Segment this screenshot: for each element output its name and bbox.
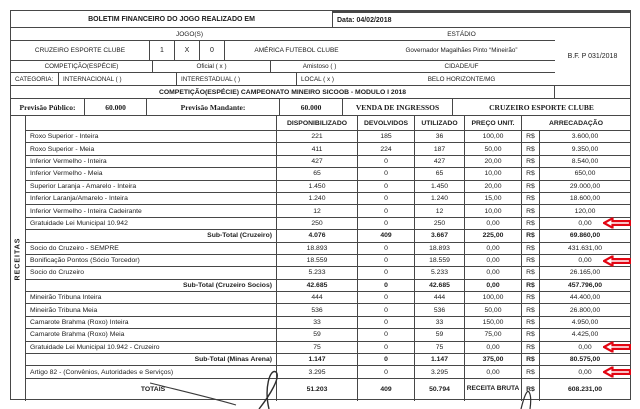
zero-value-arrow-icon bbox=[603, 255, 631, 266]
row-arrecadacao: 9.350,00 bbox=[540, 143, 630, 155]
row-preco-unit: 100,00 bbox=[465, 292, 522, 304]
row-preco-unit: 0,00 bbox=[465, 267, 522, 279]
row-disponibilizado: 1.240 bbox=[277, 193, 358, 205]
row-preco-unit: 0,00 bbox=[465, 218, 522, 230]
row-currency: R$ bbox=[522, 243, 540, 255]
previsao-publico-label: Previsão Público: bbox=[11, 99, 85, 116]
row-preco-unit: 20,00 bbox=[465, 156, 522, 168]
row-label: Socio do Cruzeiro bbox=[26, 267, 277, 279]
col-header-utilizado: UTILIZADO bbox=[415, 116, 465, 131]
row-arrecadacao: 0,00 bbox=[540, 342, 630, 354]
row-arrecadacao: 18.600,00 bbox=[540, 193, 630, 205]
row-currency: R$ bbox=[522, 218, 540, 230]
row-label: Roxo Superior - Meia bbox=[26, 143, 277, 155]
row-label: TOTAIS bbox=[26, 379, 277, 401]
table-row bbox=[26, 304, 630, 316]
row-preco-unit: 225,00 bbox=[465, 230, 522, 242]
row-utilizado: 1.147 bbox=[415, 354, 465, 366]
row-preco-unit: 0,00 bbox=[465, 280, 522, 292]
row-label: Superior Laranja - Amarelo - Inteira bbox=[26, 181, 277, 193]
row-currency: R$ bbox=[522, 267, 540, 279]
row-disponibilizado: 250 bbox=[277, 218, 358, 230]
table-row bbox=[26, 156, 630, 168]
row-preco-unit: 0,00 bbox=[465, 342, 522, 354]
row-preco-unit: 0,00 bbox=[465, 243, 522, 255]
table-row bbox=[26, 280, 630, 292]
title-row bbox=[11, 11, 630, 28]
document-title: BOLETIM FINANCEIRO DO JOGO REALIZADO EM bbox=[11, 11, 333, 28]
row-devolvidos: 185 bbox=[358, 131, 415, 143]
row-currency: R$ bbox=[522, 304, 540, 316]
row-disponibilizado: 3.295 bbox=[277, 366, 358, 378]
row-arrecadacao: 8.540,00 bbox=[540, 156, 630, 168]
row-preco-unit: 50,00 bbox=[465, 304, 522, 316]
table-row bbox=[26, 342, 630, 354]
row-devolvidos: 0 bbox=[358, 243, 415, 255]
row-label: Gratuidade Lei Municipal 10.942 - Cruzeiro bbox=[26, 342, 277, 354]
row-currency: R$ bbox=[522, 143, 540, 155]
club-header: CRUZEIRO ESPORTE CLUBE bbox=[453, 99, 630, 116]
row-devolvidos: 0 bbox=[358, 218, 415, 230]
row-disponibilizado: 1.450 bbox=[277, 181, 358, 193]
row-arrecadacao: 4.425,00 bbox=[540, 329, 630, 341]
row-label: Camarote Brahma (Roxo) Meia bbox=[26, 329, 277, 341]
row-devolvidos: 409 bbox=[358, 379, 415, 401]
zero-value-arrow-icon bbox=[603, 218, 631, 229]
row-currency: R$ bbox=[522, 366, 540, 378]
table-row bbox=[26, 317, 630, 329]
row-disponibilizado: 411 bbox=[277, 143, 358, 155]
row-utilizado: 59 bbox=[415, 329, 465, 341]
row-label: Inferior Vermelho - Inteira Cadeirante bbox=[26, 205, 277, 217]
row-arrecadacao: 457.796,00 bbox=[540, 280, 630, 292]
score-separator: X bbox=[175, 41, 200, 61]
previsao-mandante-label: Previsão Mandante: bbox=[147, 99, 280, 116]
col-header-devolvidos: DEVOLVIDOS bbox=[358, 116, 415, 131]
row-arrecadacao: 0,00 bbox=[540, 255, 630, 267]
row-label: Socio do Cruzeiro - SEMPRE bbox=[26, 243, 277, 255]
table-row bbox=[26, 255, 630, 267]
row-arrecadacao: 80.575,00 bbox=[540, 354, 630, 366]
row-preco-unit: 10,00 bbox=[465, 205, 522, 217]
row-disponibilizado: 5.233 bbox=[277, 267, 358, 279]
table-row bbox=[26, 354, 630, 366]
row-devolvidos: 0 bbox=[358, 255, 415, 267]
row-currency: R$ bbox=[522, 131, 540, 143]
row-utilizado: 1.240 bbox=[415, 193, 465, 205]
row-devolvidos: 409 bbox=[358, 230, 415, 242]
row-devolvidos: 0 bbox=[358, 193, 415, 205]
table-row bbox=[26, 143, 630, 155]
oficial-checkbox: Oficial ( x ) bbox=[153, 61, 271, 73]
row-label: Camarote Brahma (Roxo) Inteira bbox=[26, 317, 277, 329]
row-utilizado: 36 bbox=[415, 131, 465, 143]
row-utilizado: 3.295 bbox=[415, 366, 465, 378]
row-preco-unit: RECEITA BRUTA bbox=[465, 379, 522, 401]
row-currency: R$ bbox=[522, 156, 540, 168]
row-utilizado: 187 bbox=[415, 143, 465, 155]
row-utilizado: 250 bbox=[415, 218, 465, 230]
receitas-section-label: RECEITAS bbox=[11, 116, 26, 401]
row-currency: R$ bbox=[522, 168, 540, 180]
row-preco-unit: 0,00 bbox=[465, 255, 522, 267]
col-header-arrecadacao: ARRECADAÇÃO bbox=[522, 116, 630, 131]
row-preco-unit: 100,00 bbox=[465, 131, 522, 143]
row-utilizado: 50.794 bbox=[415, 379, 465, 401]
row-disponibilizado: 221 bbox=[277, 131, 358, 143]
row-devolvidos: 0 bbox=[358, 329, 415, 341]
row-currency: R$ bbox=[522, 292, 540, 304]
row-arrecadacao: 431.631,00 bbox=[540, 243, 630, 255]
ticket-sales-table bbox=[11, 116, 630, 401]
ticket-table-body bbox=[26, 131, 630, 401]
match-header-block bbox=[11, 28, 630, 86]
row-disponibilizado: 1.147 bbox=[277, 354, 358, 366]
row-preco-unit: 75,00 bbox=[465, 329, 522, 341]
row-currency: R$ bbox=[522, 255, 540, 267]
championship-name: COMPETIÇÃO(ESPÉCIE) CAMPEONATO MINEIRO SICOOB - MODULO I 2018 bbox=[11, 86, 555, 99]
row-preco-unit: 15,00 bbox=[465, 193, 522, 205]
row-disponibilizado: 18.893 bbox=[277, 243, 358, 255]
row-currency: R$ bbox=[522, 342, 540, 354]
row-arrecadacao: 26.800,00 bbox=[540, 304, 630, 316]
row-currency: R$ bbox=[522, 205, 540, 217]
interestadual-checkbox: INTERESTADUAL ( ) bbox=[177, 73, 297, 86]
row-disponibilizado: 59 bbox=[277, 329, 358, 341]
row-label: Mineirão Tribuna Meia bbox=[26, 304, 277, 316]
table-row bbox=[26, 193, 630, 205]
away-team-name: AMÉRICA FUTEBOL CLUBE bbox=[225, 41, 368, 61]
row-devolvidos: 0 bbox=[358, 205, 415, 217]
row-utilizado: 12 bbox=[415, 205, 465, 217]
row-disponibilizado: 4.076 bbox=[277, 230, 358, 242]
table-row bbox=[26, 205, 630, 217]
row-disponibilizado: 12 bbox=[277, 205, 358, 217]
row-disponibilizado: 18.559 bbox=[277, 255, 358, 267]
row-currency: R$ bbox=[522, 354, 540, 366]
row-arrecadacao: 120,00 bbox=[540, 205, 630, 217]
previsao-mandante-value: 60.000 bbox=[280, 99, 343, 116]
row-arrecadacao: 3.600,00 bbox=[540, 131, 630, 143]
zero-value-arrow-icon bbox=[603, 367, 631, 378]
row-devolvidos: 0 bbox=[358, 280, 415, 292]
row-utilizado: 5.233 bbox=[415, 267, 465, 279]
row-utilizado: 18.559 bbox=[415, 255, 465, 267]
row-label: Sub-Total (Cruzeiro Socios) bbox=[26, 280, 277, 292]
row-currency: R$ bbox=[522, 230, 540, 242]
row-label: Inferior Vermelho - Meia bbox=[26, 168, 277, 180]
row-preco-unit: 375,00 bbox=[465, 354, 522, 366]
table-row bbox=[26, 181, 630, 193]
table-row bbox=[26, 131, 630, 143]
row-label: Sub-Total (Minas Arena) bbox=[26, 354, 277, 366]
row-currency: R$ bbox=[522, 317, 540, 329]
championship-row bbox=[11, 86, 630, 99]
away-score: 0 bbox=[200, 41, 225, 61]
championship-empty-cell bbox=[555, 86, 630, 99]
row-disponibilizado: 75 bbox=[277, 342, 358, 354]
row-label: Artigo 82 - (Convênios, Autoridades e Serviços) bbox=[26, 366, 277, 378]
row-currency: R$ bbox=[522, 329, 540, 341]
row-arrecadacao: 0,00 bbox=[540, 366, 630, 378]
amistoso-checkbox: Amistoso ( ) bbox=[271, 61, 368, 73]
table-row bbox=[26, 366, 630, 378]
row-devolvidos: 0 bbox=[358, 304, 415, 316]
row-utilizado: 42.685 bbox=[415, 280, 465, 292]
row-label: Inferior Vermelho - Inteira bbox=[26, 156, 277, 168]
table-header-row bbox=[26, 116, 630, 131]
row-disponibilizado: 536 bbox=[277, 304, 358, 316]
row-utilizado: 18.893 bbox=[415, 243, 465, 255]
row-disponibilizado: 51.203 bbox=[277, 379, 358, 401]
row-devolvidos: 0 bbox=[358, 168, 415, 180]
stadium-name: Governador Magalhães Pinto “Mineirão” bbox=[368, 41, 555, 61]
competicao-label: COMPETIÇÃO(ESPÉCIE) bbox=[11, 61, 153, 73]
date-field: Data: 04/02/2018 bbox=[333, 11, 630, 28]
home-score: 1 bbox=[150, 41, 175, 61]
row-devolvidos: 0 bbox=[358, 317, 415, 329]
categoria-label: CATEGORIA: bbox=[11, 73, 59, 86]
row-currency: R$ bbox=[522, 181, 540, 193]
col-header-empty bbox=[26, 116, 277, 131]
row-preco-unit: 50,00 bbox=[465, 143, 522, 155]
row-preco-unit: 0,00 bbox=[465, 366, 522, 378]
internacional-checkbox: INTERNACIONAL ( ) bbox=[59, 73, 177, 86]
row-utilizado: 33 bbox=[415, 317, 465, 329]
row-disponibilizado: 444 bbox=[277, 292, 358, 304]
table-row bbox=[26, 218, 630, 230]
row-devolvidos: 0 bbox=[358, 292, 415, 304]
row-currency: R$ bbox=[522, 280, 540, 292]
row-devolvidos: 0 bbox=[358, 354, 415, 366]
previsao-publico-value: 60.000 bbox=[85, 99, 147, 116]
col-header-disponibilizado: DISPONIBILIZADO bbox=[277, 116, 358, 131]
row-arrecadacao: 44.400,00 bbox=[540, 292, 630, 304]
row-devolvidos: 0 bbox=[358, 181, 415, 193]
row-utilizado: 427 bbox=[415, 156, 465, 168]
row-utilizado: 75 bbox=[415, 342, 465, 354]
row-utilizado: 536 bbox=[415, 304, 465, 316]
row-disponibilizado: 33 bbox=[277, 317, 358, 329]
row-preco-unit: 20,00 bbox=[465, 181, 522, 193]
row-disponibilizado: 65 bbox=[277, 168, 358, 180]
venda-ingressos-header: VENDA DE INGRESSOS bbox=[343, 99, 453, 116]
table-row bbox=[26, 230, 630, 242]
row-currency: R$ bbox=[522, 379, 540, 401]
row-disponibilizado: 427 bbox=[277, 156, 358, 168]
row-label: Sub-Total (Cruzeiro) bbox=[26, 230, 277, 242]
table-row bbox=[26, 267, 630, 279]
table-row bbox=[26, 168, 630, 180]
row-disponibilizado: 42.685 bbox=[277, 280, 358, 292]
row-label: Gratuidade Lei Municipal 10.942 bbox=[26, 218, 277, 230]
row-arrecadacao: 0,00 bbox=[540, 218, 630, 230]
cidade-uf-value: BELO HORIZONTE/MG bbox=[368, 73, 555, 86]
row-arrecadacao: 4.950,00 bbox=[540, 317, 630, 329]
col-header-preco-unit: PREÇO UNIT. bbox=[465, 116, 522, 131]
jogos-header: JOGO(S) bbox=[11, 28, 368, 41]
cidade-uf-header: CIDADE/UF bbox=[368, 61, 555, 73]
row-devolvidos: 0 bbox=[358, 366, 415, 378]
row-utilizado: 65 bbox=[415, 168, 465, 180]
row-arrecadacao: 650,00 bbox=[540, 168, 630, 180]
home-team-name: CRUZEIRO ESPORTE CLUBE bbox=[11, 41, 150, 61]
row-label: Bonificação Pontos (Sócio Torcedor) bbox=[26, 255, 277, 267]
row-label: Mineirão Tribuna Inteira bbox=[26, 292, 277, 304]
row-arrecadacao: 69.860,00 bbox=[540, 230, 630, 242]
financial-bulletin-document bbox=[10, 10, 631, 400]
zero-value-arrow-icon bbox=[603, 342, 631, 353]
row-utilizado: 3.667 bbox=[415, 230, 465, 242]
previsao-row bbox=[11, 99, 630, 116]
row-utilizado: 1.450 bbox=[415, 181, 465, 193]
row-arrecadacao: 608.231,00 bbox=[567, 386, 603, 394]
row-label: Inferior Laranja/Amarelo - Inteira bbox=[26, 193, 277, 205]
row-utilizado: 444 bbox=[415, 292, 465, 304]
estadio-header: ESTÁDIO bbox=[368, 28, 555, 41]
row-currency: R$ bbox=[522, 193, 540, 205]
row-devolvidos: 0 bbox=[358, 156, 415, 168]
row-devolvidos: 0 bbox=[358, 342, 415, 354]
row-arrecadacao: 29.000,00 bbox=[540, 181, 630, 193]
table-row bbox=[26, 379, 630, 401]
table-row bbox=[26, 243, 630, 255]
row-devolvidos: 0 bbox=[358, 267, 415, 279]
row-preco-unit: 150,00 bbox=[465, 317, 522, 329]
row-devolvidos: 224 bbox=[358, 143, 415, 155]
bulletin-number: B.F. P 031/2018 bbox=[555, 28, 630, 86]
local-checkbox: LOCAL ( x ) bbox=[297, 73, 368, 86]
table-row bbox=[26, 329, 630, 341]
row-label: Roxo Superior - Inteira bbox=[26, 131, 277, 143]
table-row bbox=[26, 292, 630, 304]
row-arrecadacao: 26.165,00 bbox=[540, 267, 630, 279]
row-preco-unit: 10,00 bbox=[465, 168, 522, 180]
